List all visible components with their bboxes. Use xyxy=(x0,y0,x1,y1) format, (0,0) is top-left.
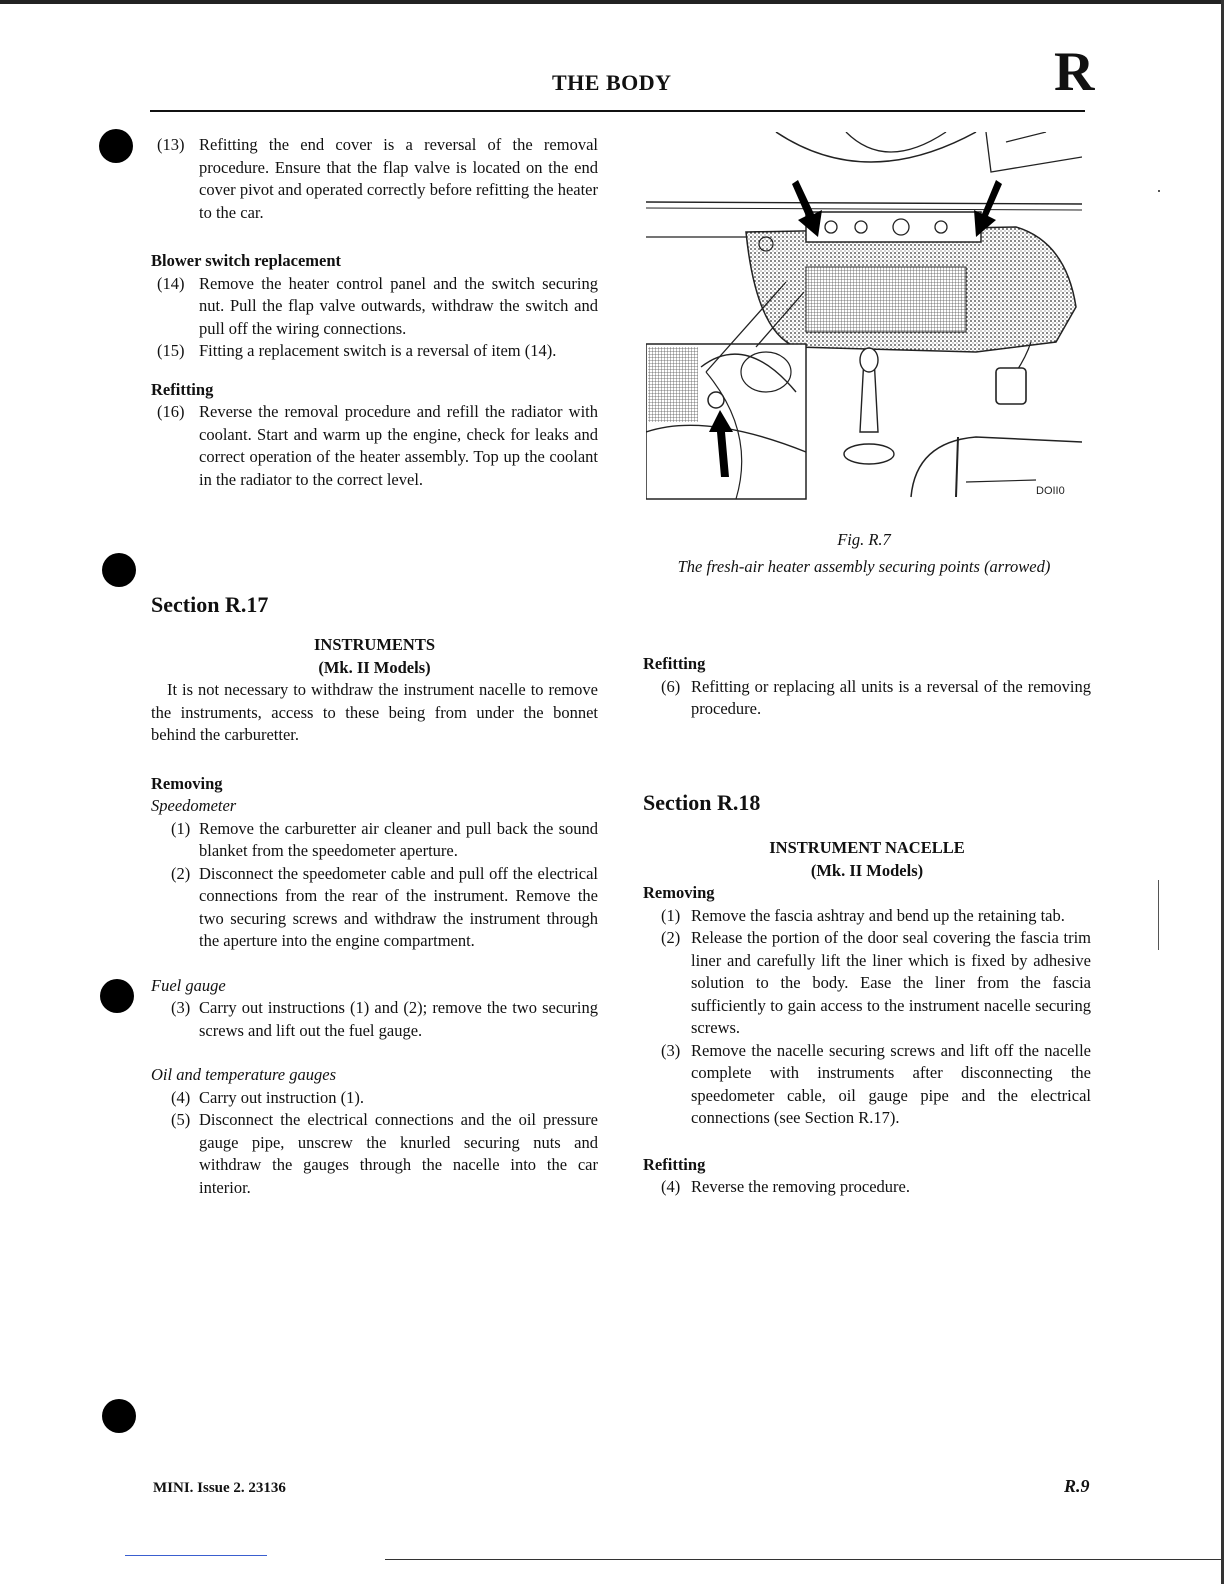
item-text: Carry out instructions (1) and (2); remove the two securing screws and lift out the fuel gauge. xyxy=(199,998,598,1040)
section-r17-body xyxy=(151,633,598,1199)
footer-issue: MINI. Issue 2. 23136 xyxy=(153,1480,286,1496)
item-number: (14) xyxy=(157,273,185,293)
figure-illustration xyxy=(646,132,1082,500)
section-r17-refitting xyxy=(643,653,1091,721)
heater-assembly-drawing xyxy=(646,132,1082,500)
item-number: (16) xyxy=(157,402,185,421)
item-number: (2) xyxy=(661,928,681,947)
section-subject: INSTRUMENTS xyxy=(313,635,436,654)
instruction-item xyxy=(151,997,598,1042)
instruction-item xyxy=(151,863,598,953)
section-intro: It is not necessary to withdraw the instrument nacelle to remove the instruments, access to these being from under the bonnet behind the carburetter. xyxy=(151,680,598,744)
section-title-r17: Section R.17 xyxy=(151,592,269,617)
scan-artifact xyxy=(1158,880,1159,950)
page-header-title: THE BODY xyxy=(552,70,672,95)
item-text: Release the portion of the door seal covering the fascia trim liner and carefully lift the liner which is fixed by adhesive solution to the body. Ease the liner from the fascia sufficiently to gain access to the instrument nacelle securing screws. xyxy=(691,928,1091,1037)
subheading-speedometer: Speedometer xyxy=(151,796,237,815)
item-number: (4) xyxy=(171,1087,191,1107)
item-text: Remove the carburetter air cleaner and pull back the sound blanket from the speedometer aperture. xyxy=(199,818,598,860)
instruction-item xyxy=(643,1176,1091,1199)
binder-hole-mark xyxy=(100,979,134,1013)
section-r18-body xyxy=(643,836,1091,1199)
section-models: (Mk. II Models) xyxy=(810,861,924,880)
item-text: Refitting the end cover is a reversal of the removal procedure. Ensure that the flap valve is located on the end cover pivot and operated correctly before refitting the heater to the car. xyxy=(199,135,598,222)
item-number: (1) xyxy=(661,905,681,925)
scan-edge-top xyxy=(0,0,1224,4)
item-text: Remove the nacelle securing screws and lift off the nacelle complete with instruments after disconnecting the speedometer cable, oil gauge pipe and the electrical connections (see Section R.17). xyxy=(691,1040,1091,1127)
instruction-item xyxy=(151,401,598,491)
section-subject: INSTRUMENT NACELLE xyxy=(769,838,965,857)
instruction-item xyxy=(151,134,598,224)
subheading-fuel-gauge: Fuel gauge xyxy=(151,975,226,995)
binder-hole-mark xyxy=(102,553,136,587)
subheading-blower-switch: Blower switch replacement xyxy=(151,251,342,270)
item-text: Refitting or replacing all units is a reversal of the removing procedure. xyxy=(691,676,1091,718)
binder-hole-mark xyxy=(102,1399,136,1433)
section-letter: R xyxy=(1054,41,1095,103)
subheading-refitting: Refitting xyxy=(643,654,706,673)
item-number: (5) xyxy=(171,1110,191,1129)
instruction-item xyxy=(151,273,598,341)
header-rule xyxy=(150,110,1085,112)
item-text: Reverse the removal procedure and refill the radiator with coolant. Start and warm up the engine, check for leaks and correct operation of the heater assembly. Top up the coolant in the radiator to the correct level. xyxy=(199,402,598,489)
figure-number: Fig. R.7 xyxy=(837,530,891,549)
figure-caption: The fresh-air heater assembly securing points (arrowed) xyxy=(677,557,1051,576)
instruction-item xyxy=(643,1040,1091,1130)
item-number: (15) xyxy=(157,341,185,360)
item-number: (3) xyxy=(171,998,191,1017)
item-number: (13) xyxy=(157,135,185,154)
subheading-refitting: Refitting xyxy=(151,379,214,399)
item-text: Carry out instruction (1). xyxy=(199,1087,364,1107)
item-text: Remove the heater control panel and the switch securing nut. Pull the flap valve outwards, withdraw the switch and pull off the wiring connections. xyxy=(199,273,598,338)
scan-edge-bottom xyxy=(385,1559,1224,1560)
item-text: Fitting a replacement switch is a reversal of item (14). xyxy=(199,341,557,360)
item-number: (4) xyxy=(661,1177,681,1196)
item-text: Disconnect the speedometer cable and pull off the electrical connections from the rear of the instrument. Remove the two securing screws and withdraw the instrument through the aperture into the engine compartment. xyxy=(199,863,598,950)
scan-artifact xyxy=(1158,190,1160,192)
footer-page-number: R.9 xyxy=(1064,1476,1090,1496)
instruction-item xyxy=(151,818,598,863)
instruction-item xyxy=(151,340,598,363)
item-text: Reverse the removing procedure. xyxy=(691,1177,910,1196)
subheading-removing: Removing xyxy=(643,883,715,902)
item-text: Remove the fascia ashtray and bend up the retaining tab. xyxy=(691,905,1065,925)
scan-edge-bottom xyxy=(125,1555,267,1556)
instruction-item xyxy=(151,1109,598,1199)
figure-ref-code: DOII0 xyxy=(1036,485,1065,497)
section-models: (Mk. II Models) xyxy=(318,658,431,677)
item-text: Disconnect the electrical connections and the oil pressure gauge pipe, unscrew the knurled securing nuts and withdraw the gauges through the nacelle into the car interior. xyxy=(199,1110,598,1197)
item-number: (1) xyxy=(171,818,191,838)
binder-hole-mark xyxy=(99,129,133,163)
instruction-item xyxy=(643,905,1091,928)
section-title-r18: Section R.18 xyxy=(643,790,761,815)
subheading-refitting: Refitting xyxy=(643,1154,706,1174)
subheading-removing: Removing xyxy=(151,773,223,793)
item-number: (2) xyxy=(171,863,191,883)
item-number: (6) xyxy=(661,676,681,696)
item-number: (3) xyxy=(661,1040,681,1060)
instruction-item xyxy=(643,676,1091,721)
left-column-top xyxy=(151,134,598,491)
subheading-oil-temp-gauges: Oil and temperature gauges xyxy=(151,1065,336,1084)
instruction-item xyxy=(643,927,1091,1040)
instruction-item xyxy=(151,1087,598,1110)
